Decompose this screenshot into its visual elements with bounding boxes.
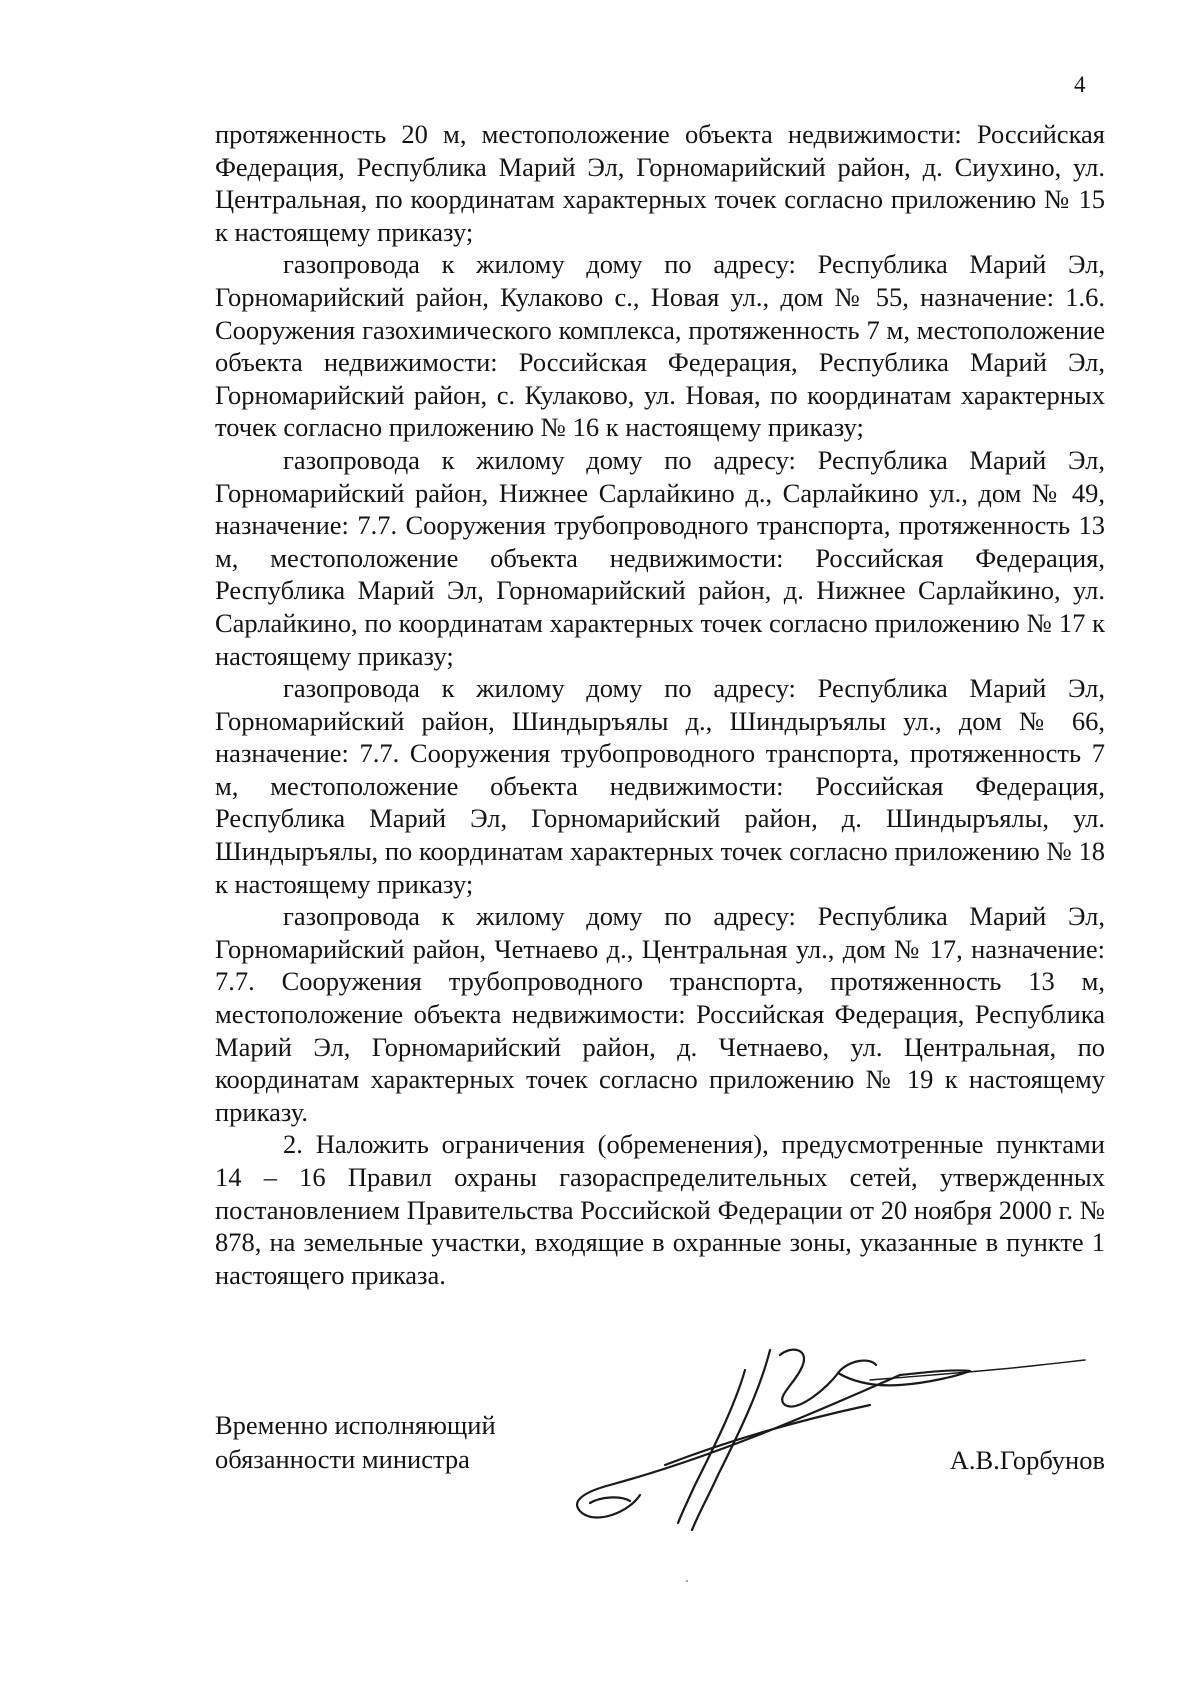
paragraph: 2. Наложить ограничения (обременения), предусмотренные пунктами 14 – 16 Правил охраны газораспределительных сетей, утвержденных постановлением Правительства Российской Федерации от 20 ноября 2000 г. № 878, на земельные участки, входящие в охранные зоны, указанные в пункте 1 настоящего приказа. bbox=[215, 1129, 1105, 1290]
paragraph: газопровода к жилому дому по адресу: Республика Марий Эл, Горномарийский район, Кулаково с., Новая ул., дом № 55, назначение: 1.6. Сооружения газохимического комплекса, протяженность 7 м, местоположение объекта недвижимости: Российская Федерация, Республика Марий Эл, Горномарийский район, с. Кулаково, ул. Новая, по координатам характерных точек согласно приложению № 16 к настоящему приказу; bbox=[215, 249, 1105, 443]
scan-speck bbox=[686, 1580, 688, 1582]
paragraph: протяженность 20 м, местоположение объекта недвижимости: Российская Федерация, Республика Марий Эл, Горномарийский район, д. Сиухино, ул. Центральная, по координатам характерных точек согласно приложению № 15 к настоящему приказу; bbox=[215, 119, 1105, 247]
paragraph: газопровода к жилому дому по адресу: Республика Марий Эл, Горномарийский район, Шиндыръялы д., Шиндыръялы ул., дом № 66, назначение: 7.7. Сооружения трубопроводного транспорта, протяженность 7 м, местоположение объекта недвижимости: Российская Федерация, Республика Марий Эл, Горномарийский район, д. Шиндыръялы, ул. Шиндыръялы, по координатам характерных точек согласно приложению № 18 к настоящему приказу; bbox=[215, 673, 1105, 899]
signatory-title bbox=[215, 1408, 496, 1476]
handwritten-signature bbox=[570, 1335, 1090, 1535]
document-body bbox=[215, 118, 1105, 1291]
page-number: 4 bbox=[1074, 72, 1086, 97]
signatory-title-line-1: Временно исполняющий bbox=[215, 1410, 496, 1440]
signatory-title-line-2: обязанности министра bbox=[215, 1444, 470, 1474]
signatory-name: А.В.Горбунов bbox=[949, 1445, 1105, 1475]
paragraph: газопровода к жилому дому по адресу: Республика Марий Эл, Горномарийский район, Четнаево д., Центральная ул., дом № 17, назначение: 7.7. Сооружения трубопроводного транспорта, протяженность 13 м, местоположение объекта недвижимости: Российская Федерация, Республика Марий Эл, Горномарийский район, д. Четнаево, ул. Центральная, по координатам характерных точек согласно приложению № 19 к настоящему приказу. bbox=[215, 901, 1105, 1127]
paragraph: газопровода к жилому дому по адресу: Республика Марий Эл, Горномарийский район, Нижнее Сарлайкино д., Сарлайкино ул., дом № 49, назначение: 7.7. Сооружения трубопроводного транспорта, протяженность 13 м, местоположение объекта недвижимости: Российская Федерация, Республика Марий Эл, Горномарийский район, д. Нижнее Сарлайкино, ул. Сарлайкино, по координатам характерных точек согласно приложению № 17 к настоящему приказу; bbox=[215, 444, 1105, 671]
